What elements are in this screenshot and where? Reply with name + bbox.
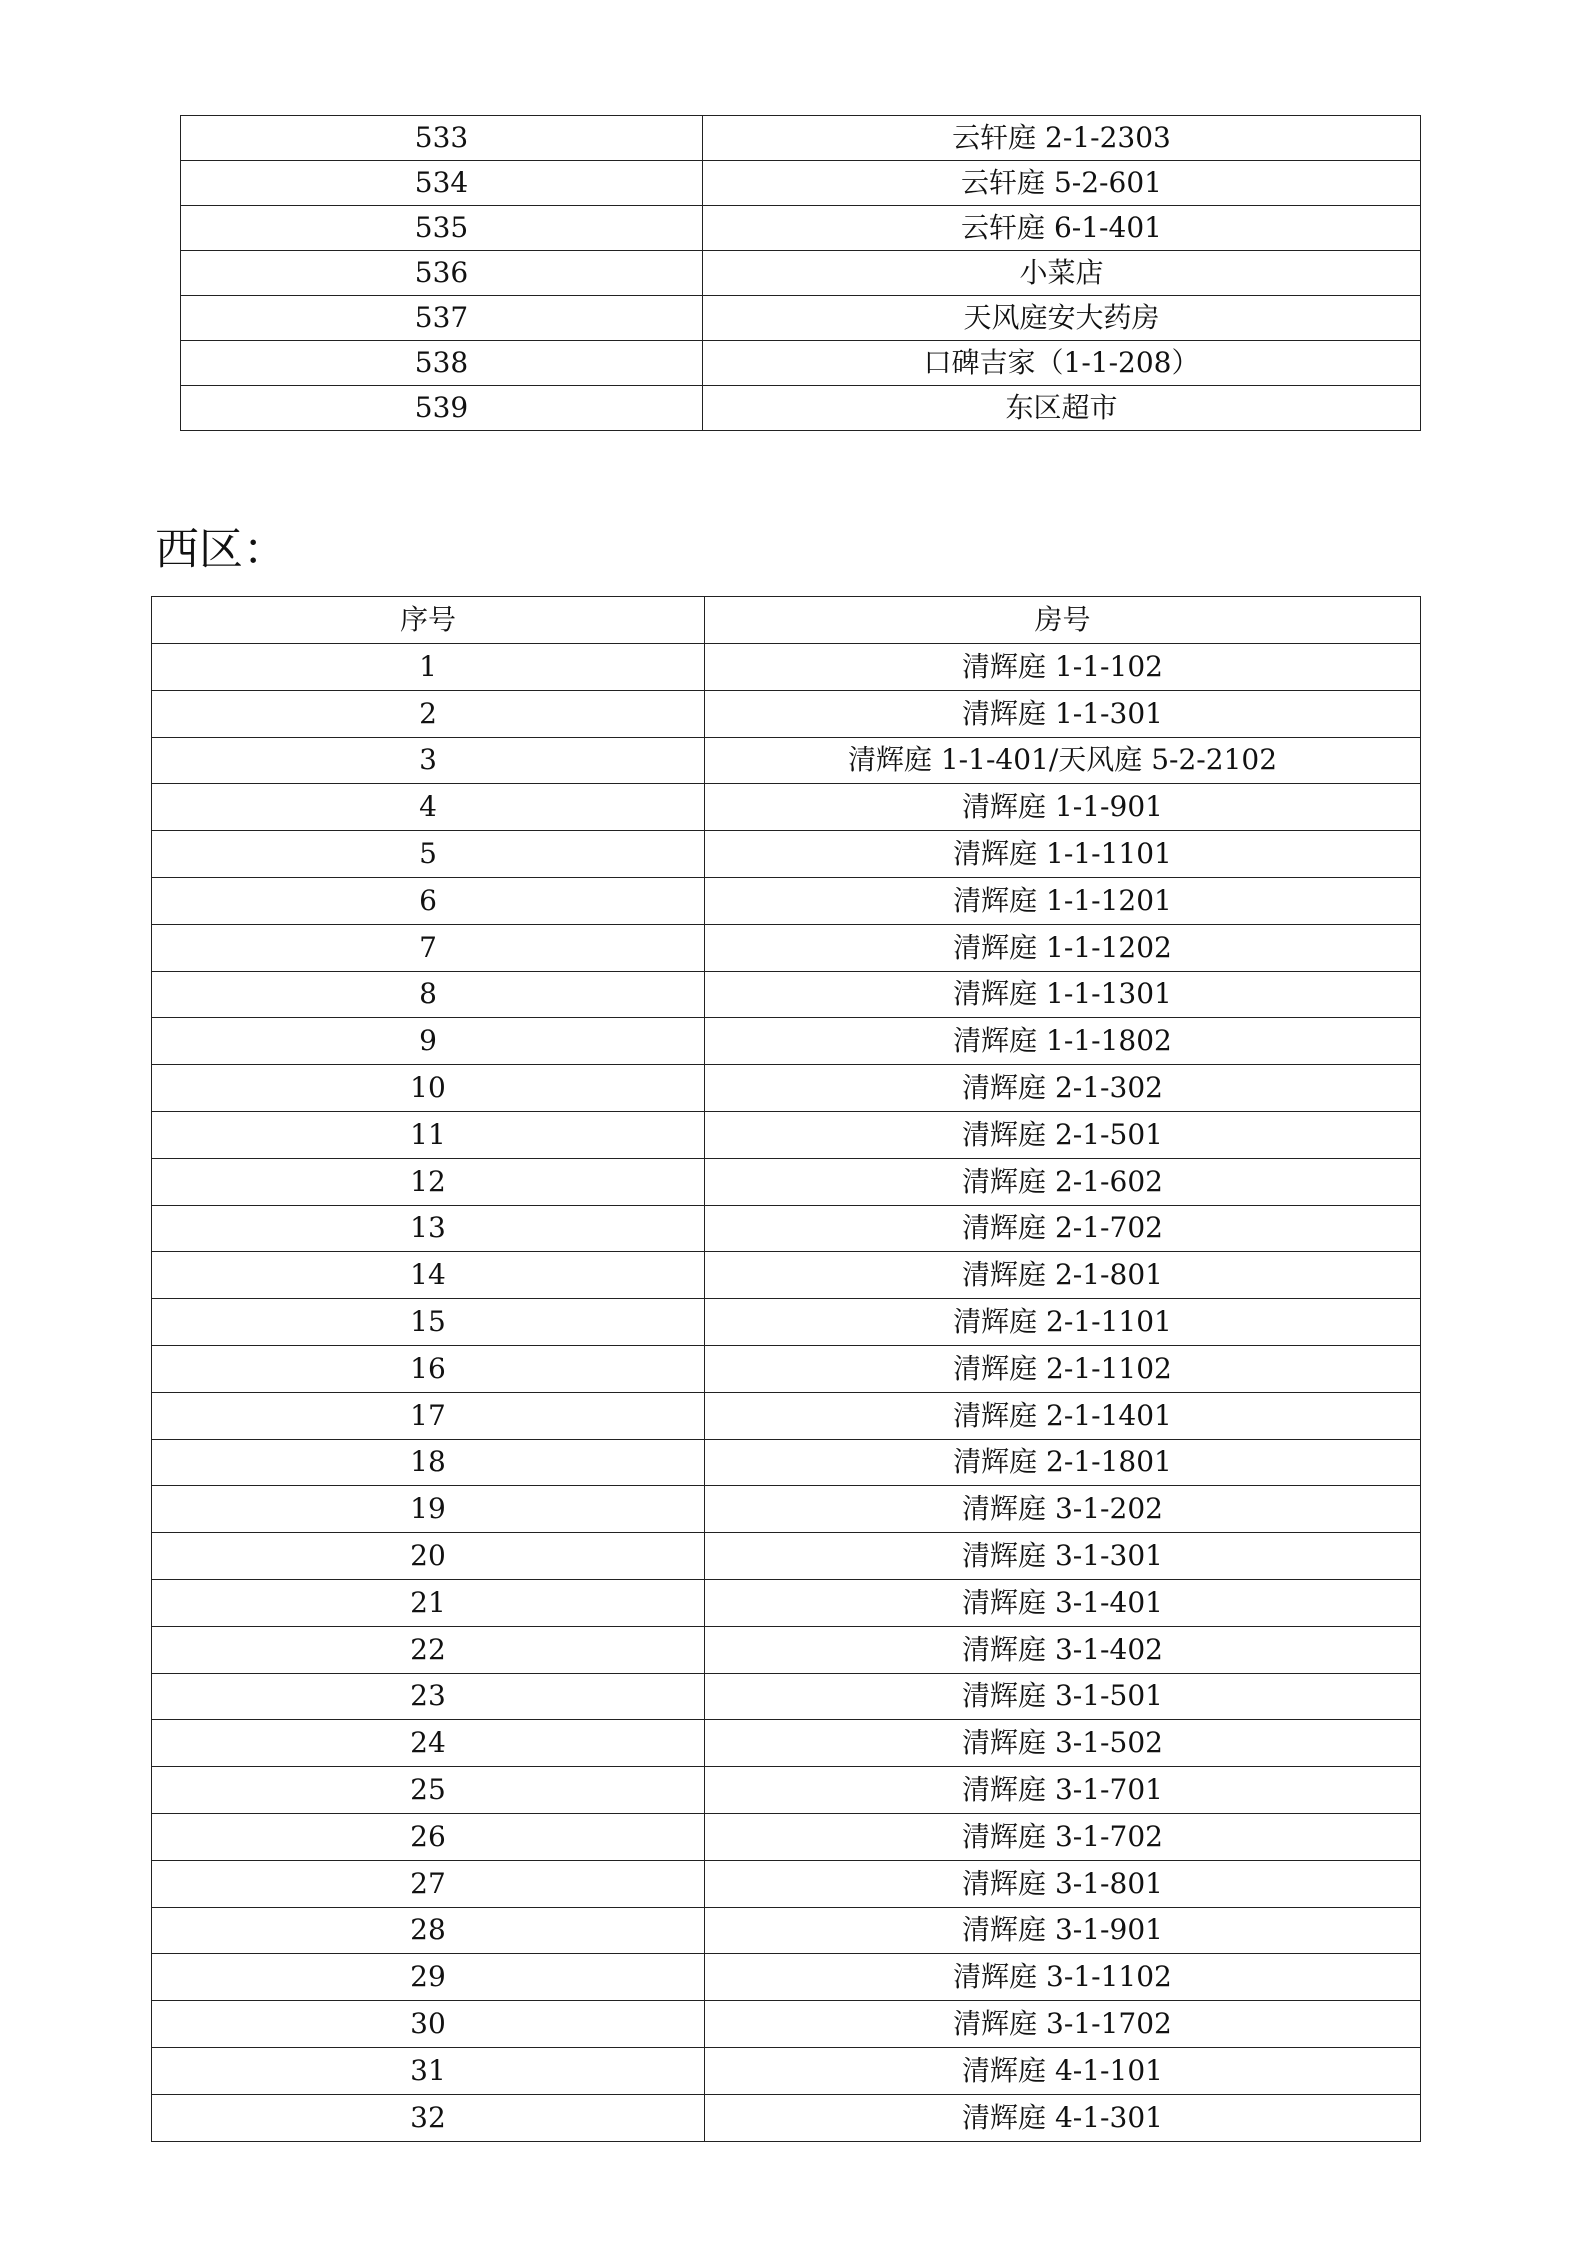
serial-cell: 13: [152, 1205, 705, 1252]
serial-cell: 535: [181, 206, 703, 251]
table-row: [152, 1439, 1421, 1486]
serial-cell: 25: [152, 1767, 705, 1814]
serial-cell: 20: [152, 1533, 705, 1580]
table-row: [181, 296, 1421, 341]
room-cell: 清辉庭 1-1-102: [705, 644, 1421, 691]
table-row: [152, 1954, 1421, 2001]
table-row: [152, 1299, 1421, 1346]
serial-cell: 5: [152, 831, 705, 878]
serial-cell: 31: [152, 2047, 705, 2094]
room-cell: 清辉庭 4-1-101: [705, 2047, 1421, 2094]
table-row: [152, 2047, 1421, 2094]
west-section-heading: 西区：: [155, 524, 287, 575]
serial-cell: 32: [152, 2094, 705, 2141]
room-cell: 小菜店: [703, 251, 1421, 296]
serial-cell: 16: [152, 1345, 705, 1392]
room-cell: 天风庭安大药房: [703, 296, 1421, 341]
table-row: [152, 1205, 1421, 1252]
room-cell: 云轩庭 5-2-601: [703, 161, 1421, 206]
serial-cell: 10: [152, 1065, 705, 1112]
room-cell: 清辉庭 3-1-1702: [705, 2001, 1421, 2048]
room-cell: 清辉庭 2-1-501: [705, 1111, 1421, 1158]
table-row: [152, 1486, 1421, 1533]
serial-cell: 14: [152, 1252, 705, 1299]
serial-cell: 21: [152, 1579, 705, 1626]
table-row: [181, 341, 1421, 386]
serial-cell: 536: [181, 251, 703, 296]
serial-cell: 29: [152, 1954, 705, 2001]
serial-cell: 12: [152, 1158, 705, 1205]
serial-cell: 533: [181, 116, 703, 161]
serial-cell: 28: [152, 1907, 705, 1954]
table-row: [152, 2094, 1421, 2141]
west-room-table: [151, 596, 1421, 2142]
serial-cell: 18: [152, 1439, 705, 1486]
room-cell: 清辉庭 1-1-1301: [705, 971, 1421, 1018]
table-row: [152, 1392, 1421, 1439]
west-table-body: [152, 597, 1421, 2142]
table-row: [152, 1626, 1421, 1673]
room-cell: 清辉庭 2-1-702: [705, 1205, 1421, 1252]
serial-cell: 27: [152, 1860, 705, 1907]
room-cell: 清辉庭 3-1-701: [705, 1767, 1421, 1814]
table-row: [152, 737, 1421, 784]
table-row: [152, 1720, 1421, 1767]
serial-header: 序号: [152, 597, 705, 644]
room-cell: 清辉庭 3-1-501: [705, 1673, 1421, 1720]
room-cell: 清辉庭 1-1-301: [705, 690, 1421, 737]
room-cell: 清辉庭 2-1-1102: [705, 1345, 1421, 1392]
table-row: [181, 161, 1421, 206]
serial-cell: 8: [152, 971, 705, 1018]
table-row: [152, 1252, 1421, 1299]
serial-cell: 537: [181, 296, 703, 341]
serial-cell: 534: [181, 161, 703, 206]
room-cell: 清辉庭 3-1-402: [705, 1626, 1421, 1673]
serial-cell: 22: [152, 1626, 705, 1673]
room-cell: 东区超市: [703, 386, 1421, 431]
table-row: [181, 116, 1421, 161]
room-cell: 清辉庭 2-1-1101: [705, 1299, 1421, 1346]
room-cell: 清辉庭 3-1-502: [705, 1720, 1421, 1767]
room-cell: 清辉庭 1-1-1201: [705, 877, 1421, 924]
room-cell: 清辉庭 3-1-702: [705, 1813, 1421, 1860]
room-cell: 清辉庭 3-1-401: [705, 1579, 1421, 1626]
serial-cell: 30: [152, 2001, 705, 2048]
serial-cell: 17: [152, 1392, 705, 1439]
room-cell: 清辉庭 3-1-801: [705, 1860, 1421, 1907]
room-cell: 清辉庭 3-1-901: [705, 1907, 1421, 1954]
room-cell: 清辉庭 2-1-302: [705, 1065, 1421, 1112]
serial-cell: 1: [152, 644, 705, 691]
table-row: [152, 1907, 1421, 1954]
table-row: [152, 877, 1421, 924]
table-row: [152, 1111, 1421, 1158]
room-cell: 云轩庭 2-1-2303: [703, 116, 1421, 161]
serial-cell: 15: [152, 1299, 705, 1346]
room-cell: 云轩庭 6-1-401: [703, 206, 1421, 251]
serial-cell: 4: [152, 784, 705, 831]
room-cell: 清辉庭 1-1-901: [705, 784, 1421, 831]
table-row: [152, 971, 1421, 1018]
room-cell: 清辉庭 3-1-301: [705, 1533, 1421, 1580]
table-row: [152, 1158, 1421, 1205]
table-row: [152, 1065, 1421, 1112]
serial-cell: 11: [152, 1111, 705, 1158]
table-row: [152, 1533, 1421, 1580]
table-row: [181, 386, 1421, 431]
room-cell: 清辉庭 3-1-202: [705, 1486, 1421, 1533]
serial-cell: 19: [152, 1486, 705, 1533]
room-cell: 清辉庭 1-1-1101: [705, 831, 1421, 878]
room-cell: 清辉庭 2-1-801: [705, 1252, 1421, 1299]
east-table-body: [181, 116, 1421, 431]
serial-cell: 539: [181, 386, 703, 431]
table-row: [152, 831, 1421, 878]
table-row: [152, 1860, 1421, 1907]
room-cell: 口碑吉家（1-1-208）: [703, 341, 1421, 386]
serial-cell: 7: [152, 924, 705, 971]
table-row: [152, 1673, 1421, 1720]
table-row: [152, 644, 1421, 691]
room-cell: 清辉庭 2-1-1401: [705, 1392, 1421, 1439]
table-row: [152, 1767, 1421, 1814]
serial-cell: 6: [152, 877, 705, 924]
room-header: 房号: [705, 597, 1421, 644]
table-row: [181, 251, 1421, 296]
serial-cell: 538: [181, 341, 703, 386]
table-row: [152, 690, 1421, 737]
table-row: [181, 206, 1421, 251]
table-row: [152, 1018, 1421, 1065]
serial-cell: 2: [152, 690, 705, 737]
table-header-row: [152, 597, 1421, 644]
table-row: [152, 924, 1421, 971]
serial-cell: 9: [152, 1018, 705, 1065]
table-row: [152, 1579, 1421, 1626]
room-cell: 清辉庭 2-1-602: [705, 1158, 1421, 1205]
serial-cell: 26: [152, 1813, 705, 1860]
table-row: [152, 1345, 1421, 1392]
table-row: [152, 784, 1421, 831]
table-row: [152, 1813, 1421, 1860]
serial-cell: 3: [152, 737, 705, 784]
east-room-table: [180, 115, 1421, 431]
room-cell: 清辉庭 2-1-1801: [705, 1439, 1421, 1486]
room-cell: 清辉庭 1-1-1202: [705, 924, 1421, 971]
room-cell: 清辉庭 1-1-1802: [705, 1018, 1421, 1065]
room-cell: 清辉庭 1-1-401/天风庭 5-2-2102: [705, 737, 1421, 784]
table-row: [152, 2001, 1421, 2048]
serial-cell: 23: [152, 1673, 705, 1720]
serial-cell: 24: [152, 1720, 705, 1767]
room-cell: 清辉庭 4-1-301: [705, 2094, 1421, 2141]
room-cell: 清辉庭 3-1-1102: [705, 1954, 1421, 2001]
